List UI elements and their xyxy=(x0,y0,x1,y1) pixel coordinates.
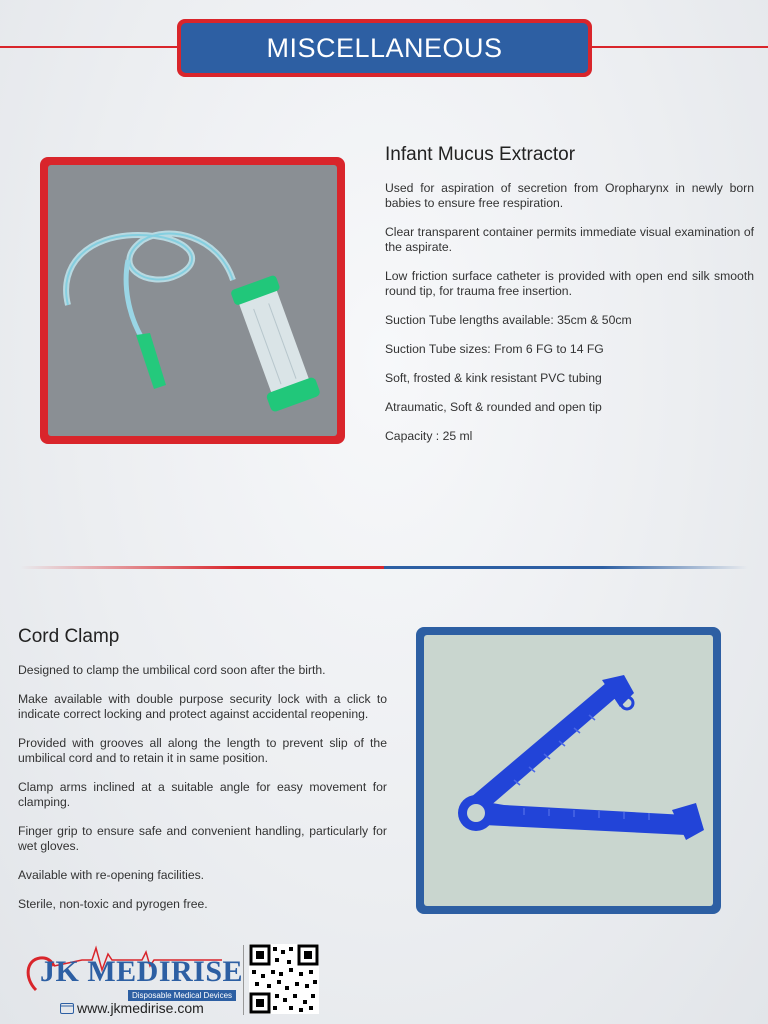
feature-text: Clamp arms inclined at a suitable angle for easy movement for clamping. xyxy=(18,780,387,809)
feature-text: Low friction surface catheter is provided with open end silk smooth round tip, for trauma free insertion. xyxy=(385,269,754,298)
mucus-extractor-image-frame xyxy=(40,157,345,444)
mucus-extractor-image xyxy=(48,165,337,436)
feature-text: Sterile, non-toxic and pyrogen free. xyxy=(18,897,208,911)
feature-text: Used for aspiration of secretion from Oropharynx in newly born babies to ensure free respiration. xyxy=(385,181,754,210)
website-link[interactable] xyxy=(77,1000,204,1016)
cord-clamp-image xyxy=(424,635,713,906)
cord-clamp-title: Cord Clamp xyxy=(18,626,120,647)
header-banner xyxy=(177,19,592,77)
feature-text: Available with re-opening facilities. xyxy=(18,868,205,882)
header-line-left xyxy=(0,46,180,48)
feature-text: Suction Tube lengths available: 35cm & 50cm xyxy=(385,313,632,327)
feature-text: Provided with grooves all along the length to prevent slip of the umbilical cord and to retain it in same position. xyxy=(18,736,387,765)
feature-text: Clear transparent container permits immediate visual examination of the aspirate. xyxy=(385,225,754,254)
brand-tagline: Disposable Medical Devices xyxy=(128,990,236,1001)
cord-clamp-description xyxy=(18,663,387,926)
mucus-extractor-title: Infant Mucus Extractor xyxy=(385,144,576,165)
section-divider xyxy=(20,566,748,569)
feature-text: Make available with double purpose security lock with a click to indicate correct locking and protect against accidental reopening. xyxy=(18,692,387,721)
feature-text: Finger grip to ensure safe and convenient handling, particularly for wet gloves. xyxy=(18,824,387,853)
footer-separator xyxy=(243,945,244,1015)
feature-text: Atraumatic, Soft & rounded and open tip xyxy=(385,400,602,414)
cord-clamp-image-frame xyxy=(416,627,721,914)
qr-code-icon[interactable] xyxy=(249,944,319,1014)
header-line-right xyxy=(590,46,768,48)
mucus-extractor-description xyxy=(385,181,754,458)
feature-text: Soft, frosted & kink resistant PVC tubing xyxy=(385,371,602,385)
website-icon xyxy=(60,1003,74,1014)
brand-logo: JK MEDIRISE xyxy=(40,955,244,988)
website-url[interactable]: www.jkmedirise.com xyxy=(77,1000,204,1016)
feature-text: Capacity : 25 ml xyxy=(385,429,473,443)
feature-text: Designed to clamp the umbilical cord soon after the birth. xyxy=(18,663,326,677)
page-title: MISCELLANEOUS xyxy=(181,23,588,73)
feature-text: Suction Tube sizes: From 6 FG to 14 FG xyxy=(385,342,604,356)
